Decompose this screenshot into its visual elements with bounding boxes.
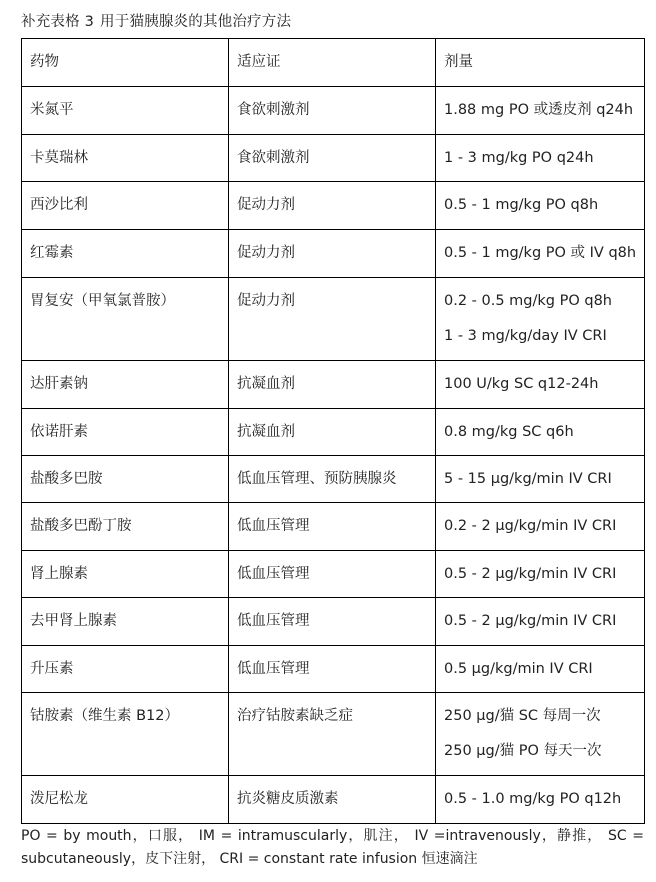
drug-cell: 钴胺素（维生素 B12） (22, 693, 229, 776)
dose-line: 0.5 - 2 μg/kg/min IV CRI (444, 566, 617, 582)
dose-cell (436, 278, 645, 361)
drug-cell: 米氮平 (22, 87, 229, 135)
dose-cell (436, 135, 645, 182)
dose-line: 0.5 μg/kg/min IV CRI (444, 661, 593, 677)
dose-cell (436, 503, 645, 551)
dose-line: 0.5 - 1.0 mg/kg PO q12h (444, 791, 622, 807)
header-indication: 适应证 (229, 39, 436, 87)
indication-cell: 促动力剂 (229, 278, 436, 361)
indication-cell: 促动力剂 (229, 230, 436, 278)
indication-cell: 低血压管理 (229, 503, 436, 551)
drug-cell: 去甲肾上腺素 (22, 598, 229, 646)
table-row (22, 503, 645, 551)
dose-line: 1.88 mg PO 或透皮剂 q24h (444, 102, 634, 118)
dose-line: 5 - 15 μg/kg/min IV CRI (444, 471, 612, 487)
indication-cell: 抗凝血剂 (229, 409, 436, 456)
dose-line: 0.2 - 2 μg/kg/min IV CRI (444, 518, 617, 534)
table-row (22, 646, 645, 693)
treatment-table (21, 38, 645, 824)
dose-line: 0.5 - 1 mg/kg PO q8h (444, 197, 599, 213)
header-drug: 药物 (22, 39, 229, 87)
table-row (22, 776, 645, 824)
dose-line: 0.5 - 1 mg/kg PO 或 IV q8h (444, 245, 637, 261)
dose-cell (436, 87, 645, 135)
table-row (22, 409, 645, 456)
drug-cell: 卡莫瑞林 (22, 135, 229, 182)
table-row (22, 361, 645, 409)
dose-cell (436, 693, 645, 776)
indication-cell: 低血压管理 (229, 598, 436, 646)
dose-cell (436, 456, 645, 503)
drug-cell: 西沙比利 (22, 182, 229, 230)
drug-cell: 肾上腺素 (22, 551, 229, 598)
drug-cell: 升压素 (22, 646, 229, 693)
indication-cell: 抗凝血剂 (229, 361, 436, 409)
dose-line: 0.5 - 2 μg/kg/min IV CRI (444, 613, 617, 629)
dose-cell (436, 551, 645, 598)
table-number: 补充表格 3 (21, 14, 95, 30)
header-row (22, 39, 645, 87)
header-dose: 剂量 (436, 39, 645, 87)
dose-cell (436, 598, 645, 646)
dose-cell (436, 361, 645, 409)
table-caption (21, 12, 297, 32)
drug-cell: 依诺肝素 (22, 409, 229, 456)
dose-line: 250 μg/猫 SC 每周一次 (444, 708, 601, 724)
drug-cell: 泼尼松龙 (22, 776, 229, 824)
dose-cell (436, 230, 645, 278)
table-row (22, 182, 645, 230)
dose-line: 1 - 3 mg/kg PO q24h (444, 150, 594, 166)
drug-cell: 达肝素钠 (22, 361, 229, 409)
table-row (22, 135, 645, 182)
dose-line: 250 μg/猫 PO 每天一次 (444, 743, 602, 759)
drug-cell: 盐酸多巴胺 (22, 456, 229, 503)
dose-line: 1 - 3 mg/kg/day IV CRI (444, 328, 607, 344)
dose-cell (436, 409, 645, 456)
table-row (22, 278, 645, 361)
dose-cell (436, 646, 645, 693)
indication-cell: 治疗钴胺素缺乏症 (229, 693, 436, 776)
table-row (22, 230, 645, 278)
table-row (22, 693, 645, 776)
drug-cell: 盐酸多巴酚丁胺 (22, 503, 229, 551)
drug-cell: 红霉素 (22, 230, 229, 278)
indication-cell: 食欲刺激剂 (229, 87, 436, 135)
drug-cell: 胃复安（甲氧氯普胺） (22, 278, 229, 361)
table-row (22, 87, 645, 135)
table-row (22, 598, 645, 646)
indication-cell: 低血压管理 (229, 646, 436, 693)
dose-cell (436, 776, 645, 824)
table-row (22, 551, 645, 598)
abbreviation-notes: PO = by mouth，口服， IM = intramuscularly，肌注， IV =intravenously，静推， SC = subcutaneously，皮下注射， CRI = constant rate infusion 恒速滴注 (21, 828, 644, 867)
indication-cell: 抗炎糖皮质激素 (229, 776, 436, 824)
indication-cell: 促动力剂 (229, 182, 436, 230)
dose-line: 100 U/kg SC q12-24h (444, 376, 599, 392)
table-row (22, 456, 645, 503)
dose-line: 0.8 mg/kg SC q6h (444, 424, 574, 440)
indication-cell: 低血压管理 (229, 551, 436, 598)
dose-cell (436, 182, 645, 230)
indication-cell: 低血压管理、预防胰腺炎 (229, 456, 436, 503)
dose-line: 0.2 - 0.5 mg/kg PO q8h (444, 293, 612, 309)
table-title: 用于猫胰腺炎的其他治疗方法 (100, 14, 292, 30)
indication-cell: 食欲刺激剂 (229, 135, 436, 182)
